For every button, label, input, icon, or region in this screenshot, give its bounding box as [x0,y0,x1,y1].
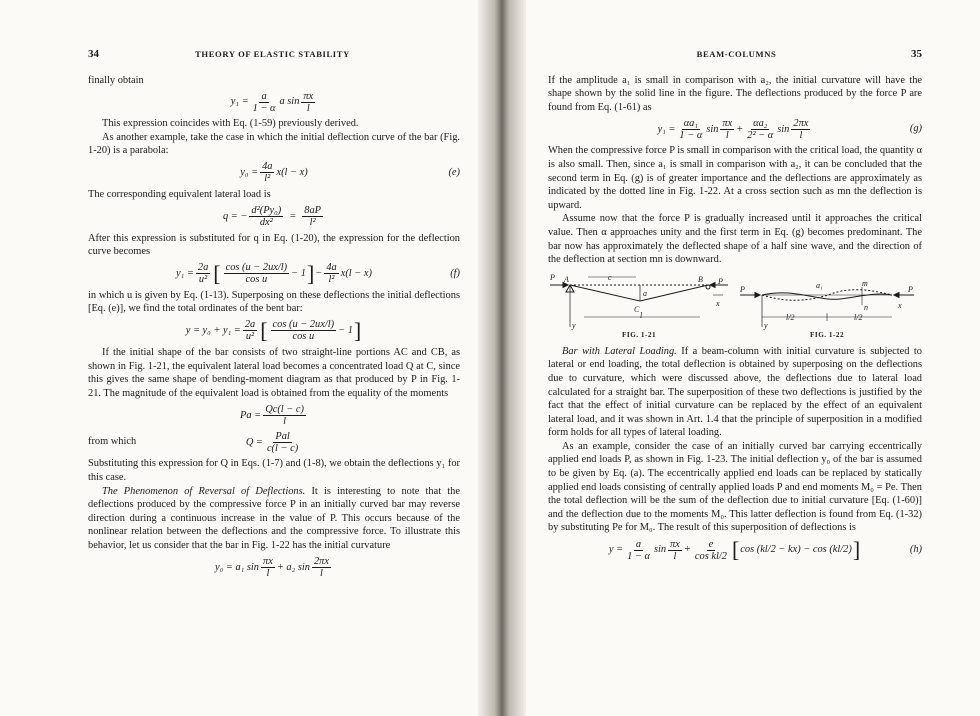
right-running-title: BEAM-COLUMNS [696,49,777,59]
paragraph: If the amplitude a₁ is small in comparison with a₂, the initial curvature will have the shape shown by the solid line in the figure. The deflections produced by the force P are found from Eq. (1-61) as [548,74,922,113]
paragraph: in which u is given by Eq. (1-13). Superposing on these deflections the initial deflections [Eq. (e)], we find the total ordinates of the bent bar: [88,289,460,315]
paragraph: After this expression is substituted for q in Eq. (1-20), the expression for the deflection curve becomes [88,232,460,258]
equation-e: y₀ = $\frac{4a}{\text{l²}}$ x(l − x) (e) [240,161,460,185]
section-title: The Phenomenon of Reversal of Deflections. [102,485,306,497]
right-running-header [548,48,922,62]
left-page [88,48,460,582]
paragraph: finally obtain [88,74,144,86]
paragraph: This expression coincides with Eq. (1-59) previously derived. [102,118,359,130]
right-page [548,48,922,565]
equation: y = y₀ + y₁ = $\frac{2a}{\text{u²}}$ [ cos (u − 2ux/l) cos u − 1 ] [185,317,362,343]
figures-1-21-1-22: P A c a C B P x l y FIG. 1-21 P a₁ m n P x l/2 l/2 y FIG. 1-22 [548,273,922,341]
left-running-header [88,48,460,62]
equation-g: y₁ = $\frac{\text{αa₁}}{1 - \alpha}$ sin πx l + $\frac{\text{αa₂}}{\text{2² − α}}$ sin 2πx l (g) [657,117,922,141]
equation-f: y₁ = $\frac{2a}{\text{u²}}$ [ cos (u − 2ux/l) cos u − 1 ] − $\frac{4a}{\text{l²}}$ x(l − x) (f) [176,260,460,286]
equation: Pa = $\frac{Qc(l - c)}{l}$ [240,403,304,427]
equation: y₀ = a₁ sin πx l + a₂ sin 2πx l [215,555,329,579]
paragraph: If the initial shape of the bar consists of two straight-line portions AC and CB, as shown in Fig. 1-21, the equivalent lateral load becomes a concentrated load Q at C, since this gives the same shape of bending-moment diagram as that produced by P in Fig. 1-21. The magnitude of the equivalent load is obtained from the equality of the moments [88,346,460,399]
left-running-title: THEORY OF ELASTIC STABILITY [195,49,350,59]
equation-h: y = $\frac{a}{1 - \alpha}$ sin πx l + $\frac{e}{\text{cos kl/2}}$ [ cos (kl/2 − kx) − cos (kl/2) ] (h) [608,537,922,563]
paragraph: As an example, consider the case of an initially curved bar carrying eccentrically applied end loads P, as shown in Fig. 1-23. The initial deflection y₀ of the bar is assumed to be given by Eq. (a). The eccentrically applied end loads can be replaced by statically applied end loads consisting of centrally applied loads P and end moments M₀ = Pe. Then the total deflection will be the sum of the deflection due to initial curvature [Eq. (1-60)] and the deflection due to the moments M₀. This latter deflection is found from Eq. (1-32) by substituting Pe for M₀. The result of this superposition of deflections is [548,440,922,534]
paragraph: The corresponding equivalent lateral load is [88,188,271,200]
paragraph: The Phenomenon of Reversal of Deflections. It is interesting to note that the deflections produced by the compressive force P in an initially curved bar may reverse direction during a continuous increase in the value of P. This occurs because of the nonlinear relation between the deflections and the compressive force. To illustrate this behavior, let us consider that the bar in Fig. 1-22 has the initial curvature [88,485,460,551]
equation: y₁ = $\frac{a}{1 - \alpha}$ a sin πx l [230,90,314,114]
book-gutter [478,0,526,716]
fig-1-21-caption: FIG. 1-21 [622,330,657,339]
equation: from which Q = Pal c(l − c) [88,430,299,454]
paragraph: As another example, take the case in which the initial deflection curve of the bar (Fig. 1-20) is a parabola: [88,131,460,157]
left-page-number: 34 [88,48,99,60]
right-page-number: 35 [911,48,922,60]
paragraph: Bar with Lateral Loading. If a beam-column with initial curvature is subjected to lateral or end loading, the total deflection is obtained by superposing on the deflections due to curvature, which were discussed above, the deflections due to lateral load calculated for a straight bar. The superposition of these two deflections is justified by the fact that the effect of initial curvature can be replaced by the effect of an equivalent lateral load, and it was shown in Art. 1.4 that the principle of superposition in a modified form holds for all types of lateral loading. [548,345,922,439]
section-title: Bar with Lateral Loading. [562,345,677,357]
fig-1-22-caption: FIG. 1-22 [810,330,845,339]
paragraph: Assume now that the force P is gradually increased until it approaches the critical value. Then α approaches unity and the first term in Eq. (g) becomes predominant. The bar now has approximately the deflected shape of a half sine wave, and the direction of the deflection at section mn is downward. [548,213,922,266]
paragraph: When the compressive force P is small in comparison with the critical load, the quantity α is also small. Then, since a₁ is small in comparison with a₂, it can be concluded that the second term in Eq. (g) is of greater importance and the deflections are approximately as indicated by the dotted line in Fig. 1-22. At a cross section such as mn the deflection is upward. [548,145,922,211]
paragraph: Substituting this expression for Q in Eqs. (1-7) and (1-8), we obtain the deflections y₁ for this case. [88,458,460,483]
equation: q = − $\frac{\text{d²(Py₀)}}{\text{dx²}}$ = $\frac{8aP}{\text{l²}}$ [223,205,321,229]
